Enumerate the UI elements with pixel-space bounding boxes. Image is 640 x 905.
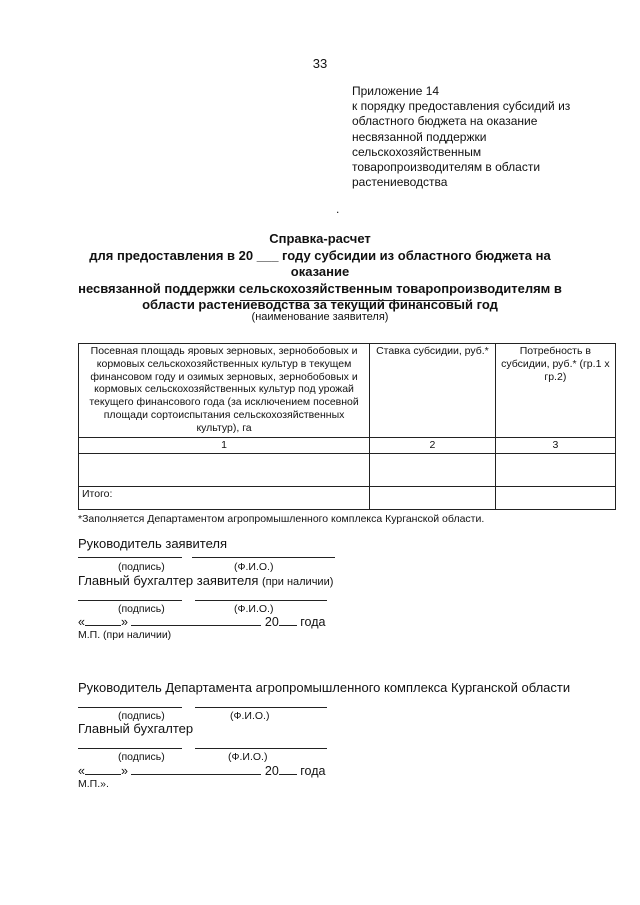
year-prefix: 20 xyxy=(264,764,279,778)
table-cell[interactable] xyxy=(370,454,496,487)
month-blank[interactable] xyxy=(131,613,261,626)
subsidy-table xyxy=(78,343,616,510)
signature-line[interactable] xyxy=(78,599,182,601)
title-line: несвязанной поддержки сельскохозяйственным товаропроизводителям в xyxy=(78,280,562,296)
department-accountant-label: Главный бухгалтер xyxy=(78,721,194,736)
quote-open: « xyxy=(78,764,85,778)
footnote: *Заполняется Департаментом агропромышленного комплекса Курганской области. xyxy=(78,513,485,525)
applicant-head-label: Руководитель заявителя xyxy=(78,536,227,551)
signature-line[interactable] xyxy=(78,556,182,558)
date-line xyxy=(78,762,325,778)
applicant-accountant-label xyxy=(78,573,333,588)
table-cell[interactable] xyxy=(495,454,615,487)
quote-close: » xyxy=(120,615,128,629)
table-cell[interactable] xyxy=(79,454,370,487)
signature-line[interactable] xyxy=(78,706,182,708)
applicant-name-line[interactable] xyxy=(240,299,460,301)
day-blank[interactable] xyxy=(85,613,121,626)
header-cell-rate: Ставка субсидии, руб.* xyxy=(370,344,496,438)
appendix-line: областного бюджета на оказание xyxy=(352,114,538,129)
name-caption: (Ф.И.О.) xyxy=(234,561,274,573)
year-blank[interactable] xyxy=(279,762,297,775)
title-line: Справка-расчет xyxy=(269,231,371,246)
title-line: для предоставления в 20 ___ году субсидии из областного бюджета на оказание xyxy=(89,247,551,279)
name-line[interactable] xyxy=(192,556,335,558)
name-line[interactable] xyxy=(195,747,327,749)
column-number: 3 xyxy=(495,438,615,454)
appendix-title: Приложение 14 xyxy=(352,84,440,98)
signature-caption: (подпись) xyxy=(118,561,165,573)
signature-caption: (подпись) xyxy=(118,710,165,722)
title-line: области растениеводства за текущий финансовый год xyxy=(142,297,498,312)
document-title xyxy=(60,231,580,314)
header-cell-need: Потребность в субсидии, руб.* (гр.1 х гр.2) xyxy=(495,344,615,438)
header-cell-area: Посевная площадь яровых зерновых, зернобобовых и кормовых сельскохозяйственных культур в текущем финансовом году и озимых зерновых, зернобобовых и кормовых сельскохозяйственных культур под урожай текущего финансового года (за исключением посевной площади сортоиспытания сельскохозяйственных культур), га xyxy=(79,344,370,438)
quote-close: » xyxy=(120,764,128,778)
appendix-line: несвязанной поддержки xyxy=(352,129,487,144)
stamp-place: М.П. (при наличии) xyxy=(78,629,172,641)
appendix-line: к порядку предоставления субсидий из xyxy=(352,99,571,114)
appendix-block xyxy=(352,84,612,190)
name-line[interactable] xyxy=(195,599,327,601)
applicant-caption: (наименование заявителя) xyxy=(251,311,389,323)
signature-caption: (подпись) xyxy=(118,603,165,615)
appendix-line: товаропроизводителям в области xyxy=(352,160,541,175)
year-blank[interactable] xyxy=(279,613,297,626)
table-cell[interactable] xyxy=(495,487,615,510)
name-caption: (Ф.И.О.) xyxy=(230,710,270,722)
quote-open: « xyxy=(78,615,85,629)
stray-dot: . xyxy=(336,202,340,216)
table-row xyxy=(79,454,616,487)
appendix-line: сельскохозяйственным xyxy=(352,144,482,159)
day-blank[interactable] xyxy=(85,762,121,775)
accountant-title: Главный бухгалтер заявителя xyxy=(78,573,259,588)
month-blank[interactable] xyxy=(131,762,261,775)
year-word: года xyxy=(300,764,326,778)
accountant-note: (при наличии) xyxy=(262,576,334,588)
table-total-row xyxy=(79,487,616,510)
name-caption: (Ф.И.О.) xyxy=(228,751,268,763)
stamp-place: М.П.». xyxy=(78,778,109,790)
signature-caption: (подпись) xyxy=(118,751,165,763)
name-line[interactable] xyxy=(195,706,327,708)
table-cell[interactable] xyxy=(370,487,496,510)
total-label: Итого: xyxy=(79,487,370,510)
year-word: года xyxy=(300,615,326,629)
signature-line[interactable] xyxy=(78,747,182,749)
table-header-row xyxy=(79,344,616,438)
appendix-line: растениеводства xyxy=(352,175,448,190)
year-prefix: 20 xyxy=(264,615,279,629)
table-number-row xyxy=(79,438,616,454)
name-caption: (Ф.И.О.) xyxy=(234,603,274,615)
page-number: 33 xyxy=(312,56,328,71)
date-line xyxy=(78,613,325,629)
department-head-label: Руководитель Департамента агропромышленного комплекса Курганской области xyxy=(78,680,571,695)
column-number: 1 xyxy=(79,438,370,454)
column-number: 2 xyxy=(370,438,496,454)
